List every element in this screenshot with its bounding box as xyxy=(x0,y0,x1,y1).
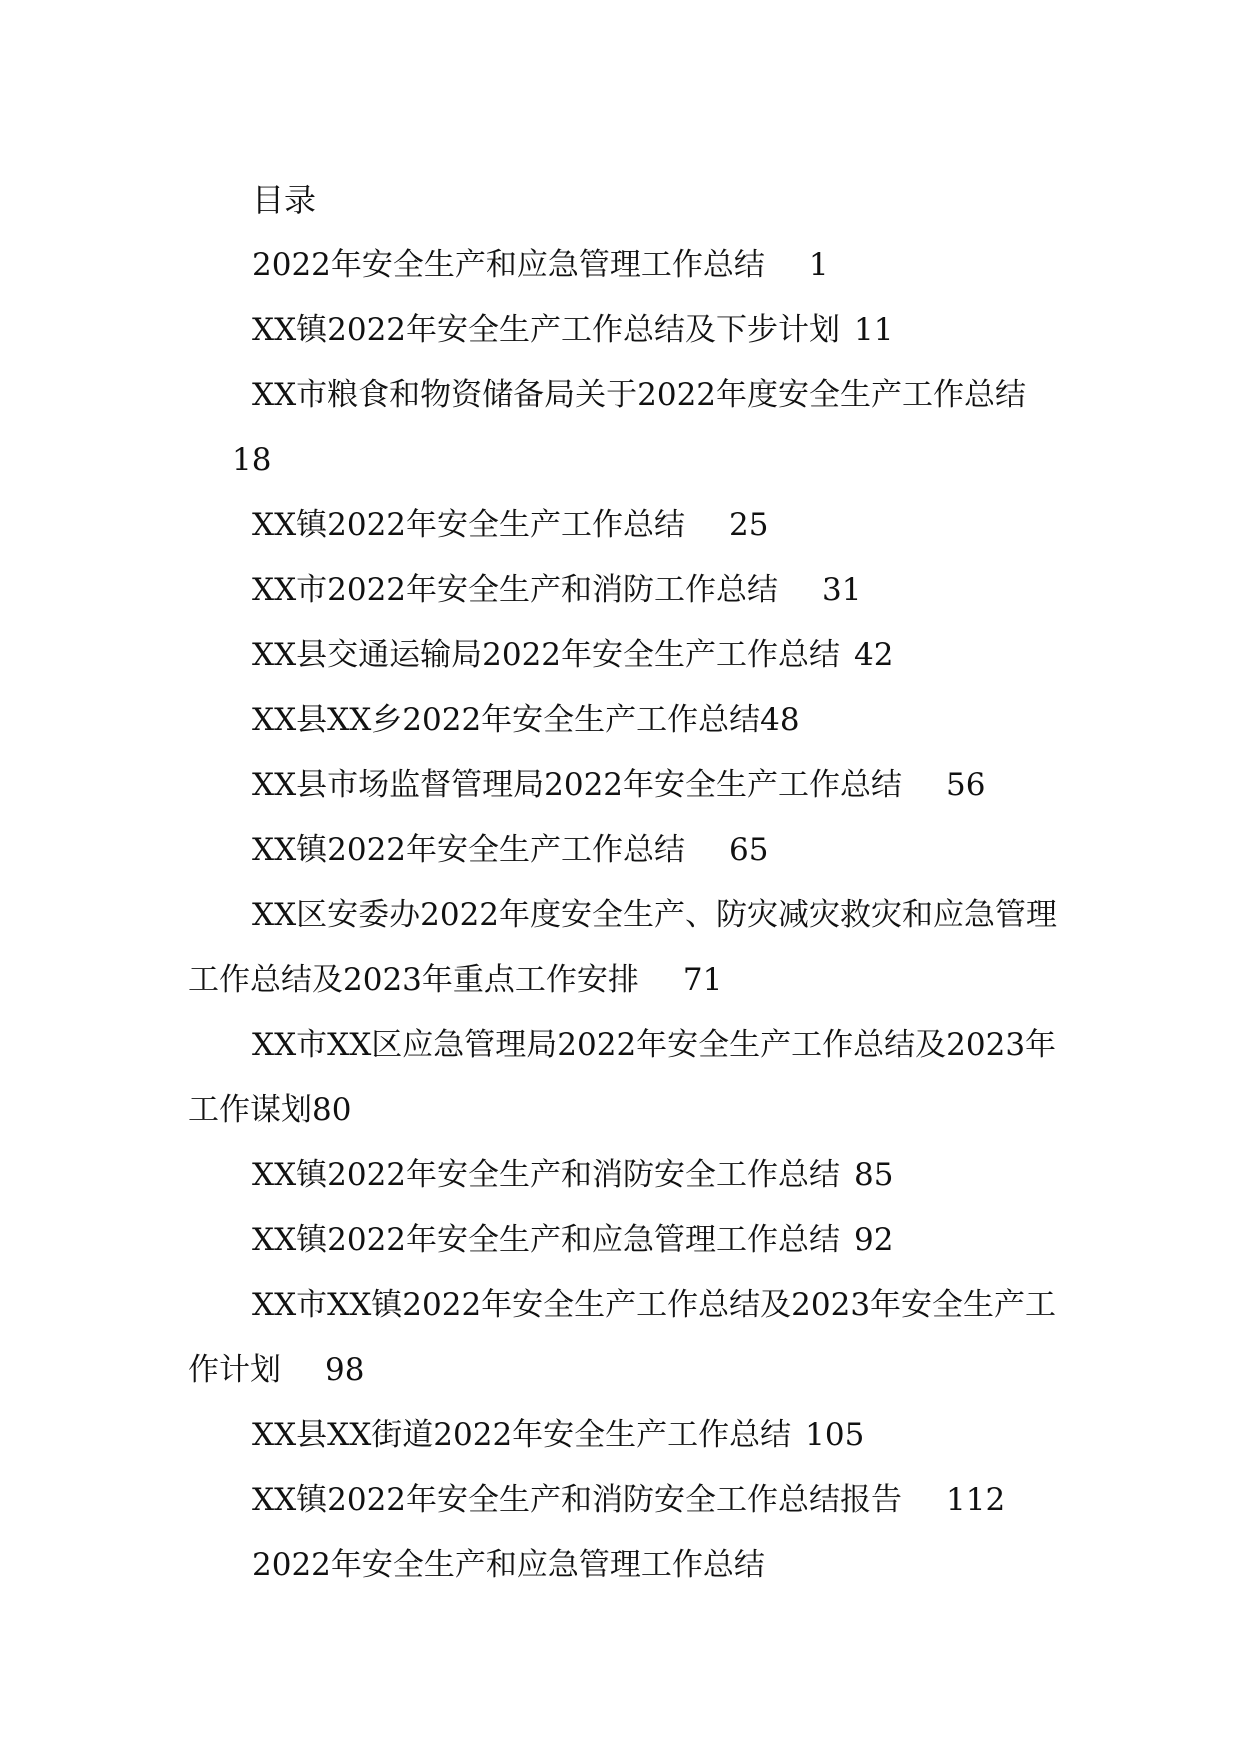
toc-entry-page: 92 xyxy=(854,1222,894,1258)
toc-entry-title: XX县市场监督管理局2022年安全生产工作总结 xyxy=(252,767,903,803)
toc-entry[interactable] xyxy=(188,493,1058,558)
toc-entry[interactable] xyxy=(188,623,1058,688)
toc-entry[interactable] xyxy=(188,558,1058,623)
toc-entry-continuation[interactable] xyxy=(188,428,1058,493)
toc-entry[interactable] xyxy=(188,1143,1058,1208)
section-heading: 2022年安全生产和应急管理工作总结 xyxy=(252,1547,765,1583)
toc-entry[interactable] xyxy=(188,1273,1058,1338)
toc-entry-page: 1 xyxy=(808,247,829,283)
toc-entry-page: 105 xyxy=(805,1417,865,1453)
toc-entry-title: XX区安委办2022年度安全生产、防灾减灾救灾和应急管理 xyxy=(252,897,1058,933)
toc-entry-page: 42 xyxy=(854,637,894,673)
toc-entry[interactable] xyxy=(188,818,1058,883)
toc-entry[interactable] xyxy=(188,363,1058,428)
toc-entry-title: XX镇2022年安全生产和消防安全工作总结 xyxy=(252,1157,841,1193)
toc-entry-title: XX市2022年安全生产和消防工作总结 xyxy=(252,572,779,608)
toc-entry-page: 48 xyxy=(760,702,800,738)
toc-entry[interactable] xyxy=(188,883,1058,948)
toc-entry-title: 工作谋划 xyxy=(188,1092,312,1128)
toc-entry-title: XX市粮食和物资储备局关于2022年度安全生产工作总结 xyxy=(252,377,1027,413)
toc-entry-title: XX镇2022年安全生产工作总结 xyxy=(252,832,686,868)
toc-entry-title: XX镇2022年安全生产工作总结 xyxy=(252,507,686,543)
toc-entry-title: XX镇2022年安全生产和消防安全工作总结报告 xyxy=(252,1482,903,1518)
toc-entry-page: 98 xyxy=(325,1352,365,1388)
toc-entry-continuation[interactable] xyxy=(188,1338,1058,1403)
toc-entry[interactable] xyxy=(188,233,1058,298)
toc-entry-title: XX市XX区应急管理局2022年安全生产工作总结及2023年 xyxy=(252,1027,1057,1063)
toc-entry[interactable] xyxy=(188,1403,1058,1468)
toc-entry-title: XX镇2022年安全生产工作总结及下步计划 xyxy=(252,312,841,348)
toc-entry-page: 112 xyxy=(946,1482,1006,1518)
toc-entry[interactable] xyxy=(188,298,1058,363)
toc-title: 目录 xyxy=(252,181,317,219)
table-of-contents xyxy=(188,168,1058,1598)
toc-entry[interactable] xyxy=(188,1208,1058,1273)
toc-entry-page: 85 xyxy=(854,1157,894,1193)
toc-entry[interactable] xyxy=(188,1468,1058,1533)
toc-entry[interactable] xyxy=(188,688,1058,753)
toc-entry-title: 工作总结及2023年重点工作安排 xyxy=(188,962,639,998)
toc-entry-title: XX县XX街道2022年安全生产工作总结 xyxy=(252,1417,792,1453)
toc-entry-page: 80 xyxy=(312,1092,352,1128)
toc-entry-title: XX镇2022年安全生产和应急管理工作总结 xyxy=(252,1222,841,1258)
toc-entry-page: 65 xyxy=(729,832,769,868)
toc-entry-page: 31 xyxy=(822,572,862,608)
toc-entry[interactable] xyxy=(188,1013,1058,1078)
toc-entry-title: 2022年安全生产和应急管理工作总结 xyxy=(252,247,765,283)
toc-entry-page: 71 xyxy=(682,962,723,998)
toc-entry-title: 作计划 xyxy=(188,1352,281,1388)
toc-entry-continuation[interactable] xyxy=(188,1078,1058,1143)
toc-entry-page: 25 xyxy=(729,507,769,543)
toc-entry-page: 11 xyxy=(854,312,894,348)
toc-entry-title: XX县交通运输局2022年安全生产工作总结 xyxy=(252,637,841,673)
toc-entry-continuation[interactable] xyxy=(188,948,1058,1013)
toc-entry-page: 18 xyxy=(232,442,272,478)
toc-entry[interactable] xyxy=(188,753,1058,818)
toc-entry-page: 56 xyxy=(946,767,986,803)
toc-entry-title: XX县XX乡2022年安全生产工作总结 xyxy=(252,702,761,738)
toc-entry-title: XX市XX镇2022年安全生产工作总结及2023年安全生产工 xyxy=(252,1287,1057,1323)
